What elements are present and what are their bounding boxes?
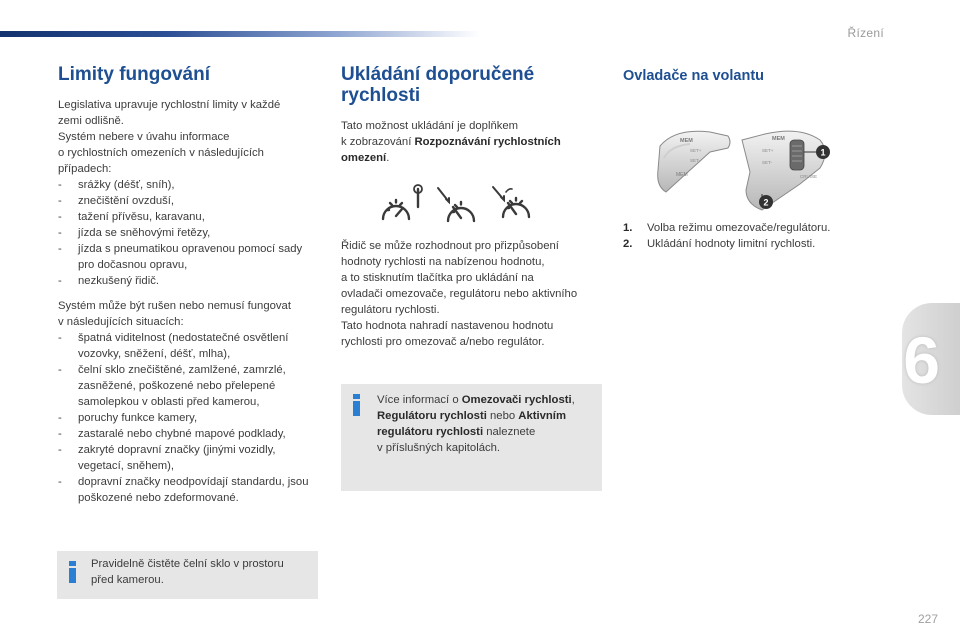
list-item [58,273,320,289]
list-item [58,330,320,362]
list-item [58,362,320,410]
limits-intro [58,97,320,177]
legend-item [623,220,883,236]
list-item-text: nezkušený řidič. [78,275,159,287]
list-item [58,209,320,225]
text-line: a to stisknutím tlačítka pro ukládání na [341,272,534,284]
legend-number: 1. [623,222,633,234]
dash: - [58,275,62,287]
info-text [377,392,595,456]
dash: - [58,179,62,191]
list-item [58,410,320,426]
text-line: Systém může být rušen nebo nemusí fungovat [58,300,291,312]
text-line: Řidič se může rozhodnout pro přizpůsobení [341,240,559,252]
text-line: regulátoru rychlosti. [341,304,440,316]
legend-number: 2. [623,238,633,250]
list-item-text: znečištění ovzduší, [78,195,175,207]
list-item-text: srážky (déšť, sníh), [78,179,175,191]
stalk-left [658,131,730,192]
text-line: k zobrazování [341,136,415,148]
stalk-right [742,131,825,210]
bold-term: Aktivním [518,410,566,422]
stalk-label: MEM [680,138,693,144]
speedometer-memorised-icon [493,187,529,217]
stalk-label: SET- [690,158,701,163]
bold-term: Omezovači rychlosti [461,394,572,406]
text-line: v příslušných kapitolách. [377,442,501,454]
dash: - [58,195,62,207]
text-line: Legislativa upravuje rychlostní limity v každé [58,99,281,111]
stalk-label: SET+ [762,148,774,153]
info-icon [353,394,360,416]
dash: - [58,428,62,440]
disturbance-intro [58,298,320,330]
dash: - [58,444,62,456]
list-item-text: jízda se sněhovými řetězy, [78,227,211,239]
text-line: hodnoty rychlosti na nabízenou hodnotu, [341,256,545,268]
disturbance-list [58,330,320,506]
text-line: zemi odlišně. [58,115,124,127]
info-box-more-info [341,384,602,491]
speed-memorise-icons [380,183,540,225]
stalk-label: MEM [676,172,688,178]
legend-text: Ukládání hodnoty limitní rychlosti. [647,238,816,250]
bold-term: omezení [341,152,387,164]
heading-line: Ukládání doporučené [341,64,535,85]
legend-item [623,236,883,252]
dash: - [58,332,62,344]
dash: - [58,476,62,488]
speedometer-pin-icon [383,185,422,219]
list-item-text: tažení přívěsu, karavanu, [78,211,205,223]
callout-number: 1 [820,147,826,158]
info-box-clean-windscreen [57,551,318,599]
list-item-text: zakryté dopravní značky (jinými vozidly, vegetací, sněhem), [78,444,276,472]
dash: - [58,243,62,255]
stalk-label: SET- [762,160,773,165]
info-icon [69,561,76,583]
page-number: 227 [917,612,938,626]
stalk-label: SET+ [690,148,702,153]
stalk-label: CRUISE [800,174,818,179]
bold-term: Rozpoznávání rychlostních [414,136,561,148]
text-part: nebo [486,410,519,422]
list-item [58,177,320,193]
limits-list [58,177,320,289]
text-line: ovladači omezovače, regulátoru nebo aktivního [341,288,578,300]
speedometer-press-icon [438,188,474,221]
steering-controls-heading: Ovladače na volantu [623,68,765,84]
mode-wheel [790,140,804,170]
dash: - [58,412,62,424]
list-item [58,193,320,209]
text-line: v následujících situacích: [58,316,184,328]
list-item [58,426,320,442]
text-line: před kamerou. [91,574,164,586]
list-item [58,225,320,241]
dash: - [58,211,62,223]
text-line: případech: [58,163,112,175]
steering-stalk-illustration [650,118,850,218]
list-item-text: dopravní značky neodpovídají standardu, jsou poškozené nebo zdeformované. [78,476,309,504]
list-item-text: čelní sklo znečištěné, zamlžené, zamrzlé, zasněžené, poškozené nebo přelepené samolepkou v oblasti před kamerou, [78,364,286,408]
heading-line: rychlosti [341,85,421,106]
list-item-text: špatná viditelnost (nedostatečné osvětlení vozovky, sněžení, déšť, mlha), [78,332,289,360]
text-line: o rychlostních omezeních v následujících [58,147,264,159]
list-item-text: zastaralé nebo chybné mapové podklady, [78,428,286,440]
bold-term: Regulátoru rychlosti [377,410,487,422]
text-line: Tato možnost ukládání je doplňkem [341,120,519,132]
bold-term: regulátoru rychlosti [377,426,484,438]
column-steering-controls [623,64,883,84]
dash: - [58,364,62,376]
stalk-label: MEM [772,136,785,142]
steering-controls-legend [623,220,883,252]
list-item [58,474,320,506]
text-line: Pravidelně čistěte čelní sklo v prostoru [91,558,284,570]
list-item-text: poruchy funkce kamery, [78,412,198,424]
column-memorise [341,64,603,166]
list-item-text: jízda s pneumatikou opravenou pomocí sady pro dočasnou opravu, [78,243,303,271]
dash: - [58,227,62,239]
text-punct: , [571,394,575,406]
info-text [91,556,309,588]
limits-heading: Limity fungování [58,64,210,85]
list-item [58,241,320,273]
text-punct: . [386,152,390,164]
text-part: Více informací o [377,394,462,406]
column-limits [58,64,320,506]
text-part: naleznete [483,426,536,438]
callout-number: 2 [763,197,769,208]
legend-text: Volba režimu omezovače/regulátoru. [647,222,831,234]
memorise-heading [341,64,603,106]
chapter-number: 6 [903,323,940,397]
memorise-intro [341,118,603,166]
text-line: Tato hodnota nahradí nastavenou hodnotu [341,320,554,332]
memorise-body [341,238,603,350]
list-item [58,442,320,474]
text-line: rychlosti pro omezovač a/nebo regulátor. [341,336,545,348]
header-bar [0,31,480,37]
section-label: Řízení [847,26,884,40]
text-line: Systém nebere v úvahu informace [58,131,230,143]
